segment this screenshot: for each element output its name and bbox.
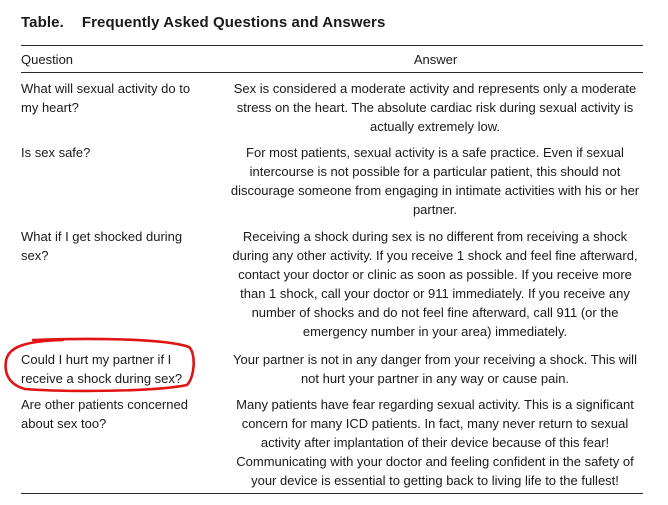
question-cell-2: Is sex safe? (21, 145, 91, 160)
table-title (21, 14, 385, 31)
answer-cell-4: Your partner is not in any danger from your receiving a shock. This will not hurt your partner in any way or cause pain. (233, 352, 637, 386)
answer-cell-3: Receiving a shock during sex is no different from receiving a shock during any other activity. If you receive 1 shock and feel fine afterward, contact your doctor or clinic as soon as possible. If you receive more than 1 shock, call your doctor or 911 immediately. If you receive any number of shocks and do not feel fine afterward, call 911 (or the emergency number in your area) immediately. (232, 229, 638, 339)
question-cell-5: Are other patients concerned about sex too? (21, 397, 188, 431)
table-label: Table. (21, 14, 64, 31)
header-bottom-rule (21, 72, 643, 73)
question-cell-1: What will sexual activity do to my heart? (21, 81, 191, 115)
table-title-text: Frequently Asked Questions and Answers (81, 14, 386, 31)
answer-cell-2: For most patients, sexual activity is a safe practice. Even if sexual intercourse is not possible for a particular patient, this should not discourage someone from engaging in intimate activities with his or her partner. (230, 145, 640, 217)
table-top-rule (21, 45, 643, 46)
question-cell-4: Could I hurt my partner if I receive a shock during sex? (21, 352, 183, 386)
question-cell-3: What if I get shocked during sex? (21, 229, 183, 263)
column-header-question: Question (21, 52, 74, 67)
table-bottom-rule (21, 493, 643, 494)
column-header-answer: Answer (413, 52, 458, 67)
answer-cell-1: Sex is considered a moderate activity and represents only a moderate stress on the heart. The absolute cardiac risk during sexual activity is actually extremely low. (233, 81, 637, 134)
answer-cell-5: Many patients have fear regarding sexual activity. This is a significant concern for many ICD patients. In fact, many never return to sexual activity after implantation of their device because of this fear! Communicating with your doctor and feeling confident in the safety of your device is essential to getting back to living life to the fullest! (236, 397, 634, 488)
